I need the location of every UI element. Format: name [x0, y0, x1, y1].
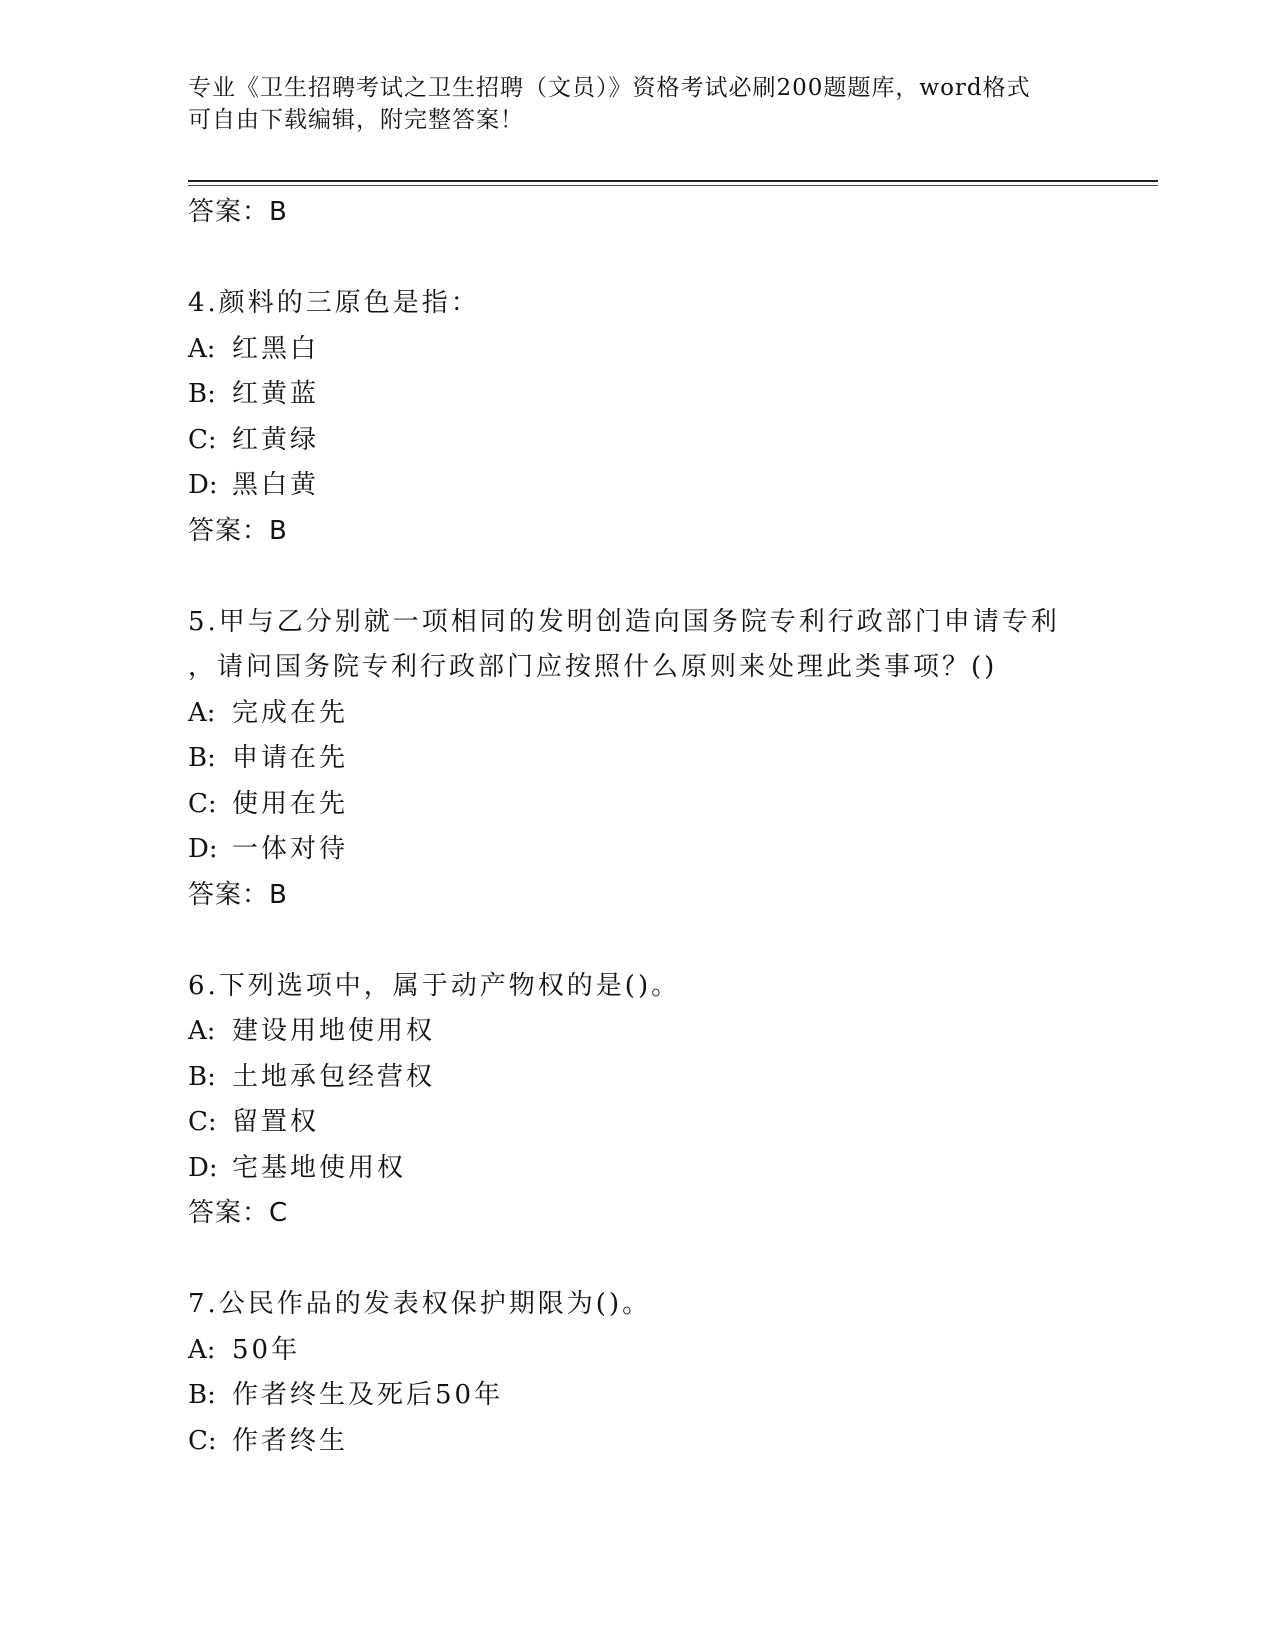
option-text: 一体对待 [232, 834, 349, 864]
question-stem: 4.颜料的三原色是指： [188, 288, 480, 318]
option-label: B: [188, 379, 216, 409]
option-text: 使用在先 [232, 788, 349, 819]
spacer [188, 918, 1188, 964]
spacer [188, 554, 1188, 600]
header-line-2: 可自由下载编辑，附完整答案！ [188, 107, 524, 133]
option-row [188, 782, 1188, 828]
option-label: A: [188, 1334, 216, 1365]
option-text: 红黄蓝 [232, 379, 320, 409]
question-stem: 6.下列选项中，属于动产物权的是()。 [188, 970, 681, 1001]
spacer [188, 236, 1188, 282]
spacer [188, 1237, 1188, 1283]
question-block [188, 554, 1188, 918]
option-row [188, 372, 1188, 418]
option-text: 土地承包经营权 [232, 1061, 436, 1092]
header-divider-thin [188, 185, 1158, 186]
option-label: D: [188, 1152, 218, 1183]
option-text: 宅基地使用权 [232, 1152, 407, 1183]
option-label: A: [188, 697, 216, 728]
option-row [188, 463, 1188, 509]
option-text: 作者终生 [232, 1425, 349, 1456]
question-stem: 7.公民作品的发表权保护期限为()。 [188, 1289, 652, 1319]
option-row [188, 691, 1188, 737]
option-label: D: [188, 470, 218, 500]
option-text: 申请在先 [232, 743, 349, 773]
question-list [188, 190, 1188, 1464]
option-row [188, 1009, 1188, 1055]
page-header [188, 72, 1108, 136]
header-divider [188, 180, 1158, 182]
answer-line: 答案：C [188, 1198, 289, 1228]
option-label: D: [188, 834, 218, 864]
question-block [188, 236, 1188, 555]
header-line-1: 专业《卫生招聘考试之卫生招聘（文员）》资格考试必刷200题题库，word格式 [188, 75, 1031, 101]
option-text: 黑白黄 [232, 470, 320, 500]
question-stem: ，请问国务院专利行政部门应按照什么原则来处理此类事项？() [188, 652, 998, 682]
option-row [188, 827, 1188, 873]
option-row [188, 327, 1188, 373]
option-label: A: [188, 333, 216, 364]
option-text: 红黑白 [232, 333, 320, 364]
option-label: C: [188, 1425, 217, 1456]
answer-line: 答案：B [188, 515, 288, 546]
option-label: C: [188, 788, 217, 819]
option-row [188, 1419, 1188, 1465]
option-row [188, 418, 1188, 464]
option-text: 50年 [232, 1334, 301, 1365]
option-text: 建设用地使用权 [232, 1016, 436, 1046]
option-row [188, 1373, 1188, 1419]
option-label: C: [188, 1107, 217, 1137]
answer-line: 答案：B [188, 197, 288, 227]
option-row [188, 1328, 1188, 1374]
option-row [188, 1055, 1188, 1101]
option-label: C: [188, 424, 217, 455]
option-text: 作者终生及死后50年 [232, 1380, 504, 1410]
option-row [188, 1146, 1188, 1192]
question-block [188, 918, 1188, 1237]
answer-line: 答案：B [188, 879, 288, 910]
option-text: 红黄绿 [232, 424, 320, 455]
question-stem: 5.甲与乙分别就一项相同的发明创造向国务院专利行政部门申请专利 [188, 606, 1060, 637]
option-label: B: [188, 1380, 216, 1410]
option-row [188, 736, 1188, 782]
question-block [188, 1237, 1188, 1465]
option-text: 留置权 [232, 1107, 320, 1137]
option-label: B: [188, 743, 216, 773]
option-row [188, 1100, 1188, 1146]
option-label: B: [188, 1061, 216, 1092]
option-text: 完成在先 [232, 697, 349, 728]
option-label: A: [188, 1016, 216, 1046]
